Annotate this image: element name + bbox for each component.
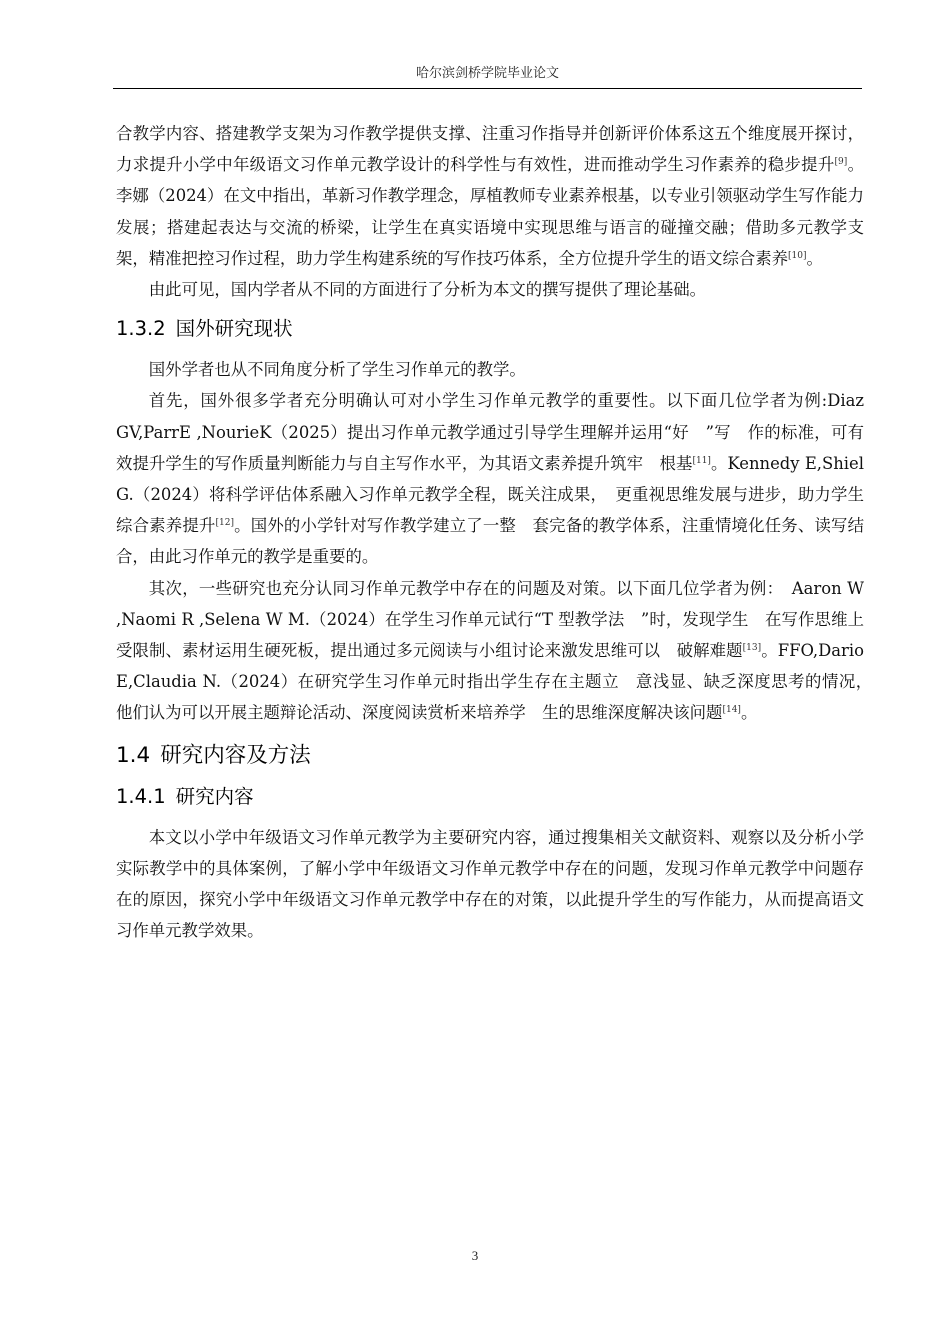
- paragraph-foreign-problems: 其次，一些研究也充分认同习作单元教学中存在的问题及对策。以下面几位学者为例： Aaron W ,Naomi R ,Selena W M.（2024）在学生习作单元试行“T 型教学法 ”时，发现学生 在写作思维上受限制、素材运用生硬死板，提出通过多元阅读与小组讨论来激发思维可以 破解难题[13]。FFO,Dario E,Claudia N.（2024）在研究学生习作单元时指出学生存在主题立 意浅显、缺乏深度思考的情况， 他们认为可以开展主题辩论活动、深度阅读赏析来培养学 生的思维深度解决该问题[14]。: [116, 578, 881, 723]
- citation-11: [11]: [692, 455, 711, 466]
- paragraph-domestic-conclusion: 由此可见，国内学者从不同的方面进行了分析为本文的撰写提供了理论基础。: [148, 280, 707, 300]
- section-heading-1-4-1: 1.4.1 研究内容: [116, 784, 254, 808]
- citation-12: [12]: [215, 518, 234, 529]
- paragraph-domestic-summary: 合教学内容、搭建教学支架为习作教学提供支撑、注重习作指导并创新评价体系这五个维度展开探讨，力求提升小学中年级语文习作单元教学设计的科学性与有效性，进而推动学生习作素养的稳步提升[9]。李娜（2024）在文中指出，革新习作教学理念，厚植教师专业素养根基，以专业引领驱动学生写作能力发展；搭建起表达与交流的桥梁，让学生在真实语境中实现思维与语言的碰撞交融；借助多元教学支架，精准把控习作过程，助力学生构建系统的写作技巧体系，全方位提升学生的语文综合素养[10]。: [116, 124, 865, 268]
- section-heading-1-3-2: 1.3.2 国外研究现状: [116, 317, 293, 341]
- paragraph-foreign-intro: 国外学者也从不同角度分析了学生习作单元的教学。: [148, 360, 526, 380]
- header-rule: [113, 88, 862, 89]
- section-heading-1-4: 1.4 研究内容及方法: [116, 742, 311, 768]
- paragraph-research-content: 本文以小学中年级语文习作单元教学为主要研究内容，通过搜集相关文献资料、观察以及分析小学实际教学中的具体案例，了解小学中年级语文习作单元教学中存在的问题，发现习作单元教学中问题存在的原因，探究小学中年级语文习作单元教学中存在的对策，以此提升学生的写作能力，从而提高语文习作单元教学效果。: [116, 827, 864, 941]
- running-header: 哈尔滨剑桥学院毕业论文: [415, 66, 559, 81]
- body-text: [116, 118, 881, 946]
- citation-13: [13]: [742, 643, 762, 654]
- page-number: 3: [471, 1248, 479, 1263]
- paragraph-foreign-importance: 首先，国外很多学者充分明确认可对小学生习作单元教学的重要性。以下面几位学者为例:Diaz GV,ParrE ,NourieK（2025）提出习作单元教学通过引导学生理解并运用“好 ”写 作的标准，可有效提升学生的写作质量判断能力与自主写作水平，为其语文素养提升筑牢 根基[11]。Kennedy E,Shiel G.（2024）将科学评估体系融入习作单元教学全程，既关注成果， 更重视思维发展与进步，助力学生综合素养提升[12]。国外的小学针对写作教学建立了一整 套完备的教学体系，注重情境化任务、读写结合，由此习作单元的教学是重要的。: [116, 391, 865, 567]
- citation-9: [9]: [834, 157, 848, 168]
- citation-14: [14]: [722, 705, 741, 716]
- citation-10: [10]: [788, 250, 807, 261]
